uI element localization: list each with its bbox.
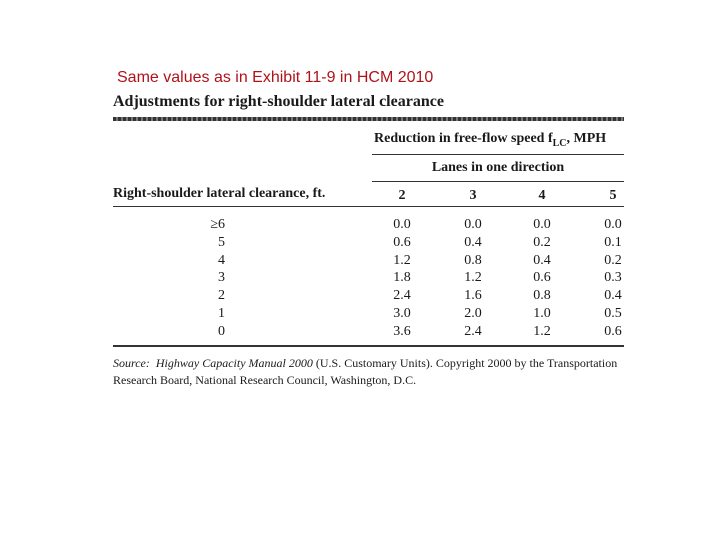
table-row <box>113 235 624 253</box>
column-header-4-lanes: 4 <box>538 188 546 203</box>
value-cell: 0.4 <box>604 288 622 304</box>
value-cell: 0.5 <box>604 305 622 321</box>
table-row <box>113 270 624 288</box>
clearance-cell: 1 <box>218 305 225 321</box>
slide-note: Same values as in Exhibit 11-9 in HCM 2010 <box>117 69 434 86</box>
reduction-rule <box>372 154 624 155</box>
value-cell: 0.2 <box>533 234 551 250</box>
clearance-header: Right-shoulder lateral clearance, ft. <box>113 186 326 201</box>
value-cell: 1.2 <box>464 270 482 286</box>
value-cell: 0.8 <box>464 252 482 268</box>
table-bottom-rule <box>113 345 624 347</box>
value-cell: 0.8 <box>533 288 551 304</box>
clearance-cell: ≥6 <box>210 217 225 232</box>
table-row <box>113 288 624 306</box>
table-row <box>113 217 624 235</box>
clearance-cell: 5 <box>218 234 225 250</box>
value-cell: 2.4 <box>393 288 411 304</box>
value-cell: 0.0 <box>533 217 551 232</box>
value-cell: 0.4 <box>464 234 482 250</box>
value-cell: 0.6 <box>393 234 411 250</box>
title-rule <box>113 117 624 121</box>
value-cell: 0.3 <box>604 270 622 286</box>
clearance-cell: 0 <box>218 323 225 339</box>
value-cell: 0.0 <box>464 217 482 232</box>
source-label: Source: <box>113 356 150 370</box>
value-cell: 3.6 <box>393 323 411 339</box>
clearance-cell: 4 <box>218 252 225 268</box>
value-cell: 3.0 <box>393 305 411 321</box>
reduction-header <box>374 131 624 149</box>
source-title: Highway Capacity Manual 2000 <box>155 356 313 370</box>
value-cell: 0.0 <box>604 217 622 232</box>
value-cell: 0.4 <box>533 252 551 268</box>
reduction-header-text: Reduction in free-flow speed f <box>374 131 553 146</box>
table-body <box>113 217 624 342</box>
source-note <box>113 355 624 389</box>
column-header-5-lanes: 5 <box>609 188 617 203</box>
reduction-header-units: , MPH <box>566 131 607 146</box>
reduction-header-subscript: LC <box>552 137 567 149</box>
clearance-cell: 3 <box>218 270 225 286</box>
value-cell: 1.2 <box>393 252 411 268</box>
column-header-2-lanes: 2 <box>398 188 406 203</box>
value-cell: 1.2 <box>533 323 551 339</box>
value-cell: 0.1 <box>604 234 622 250</box>
column-header-3-lanes: 3 <box>469 188 477 203</box>
table-title: Adjustments for right-shoulder lateral clearance <box>113 93 444 110</box>
value-cell: 1.6 <box>464 288 482 304</box>
value-cell: 0.6 <box>533 270 551 286</box>
value-cell: 2.4 <box>464 323 482 339</box>
value-cell: 0.2 <box>604 252 622 268</box>
value-cell: 0.0 <box>393 217 411 232</box>
lanes-header: Lanes in one direction <box>431 160 565 175</box>
value-cell: 1.0 <box>533 305 551 321</box>
value-cell: 1.8 <box>393 270 411 286</box>
source-details: (U.S. Customary Units). Copyright 2000 by the Transportation Research Board, National Research Council, Washington, D.C. <box>113 356 618 387</box>
lanes-rule <box>372 181 624 182</box>
clearance-cell: 2 <box>218 288 225 304</box>
header-rule <box>113 206 624 207</box>
value-cell: 0.6 <box>604 323 622 339</box>
table-row <box>113 306 624 324</box>
table-row <box>113 324 624 342</box>
value-cell: 2.0 <box>464 305 482 321</box>
table-row <box>113 253 624 271</box>
